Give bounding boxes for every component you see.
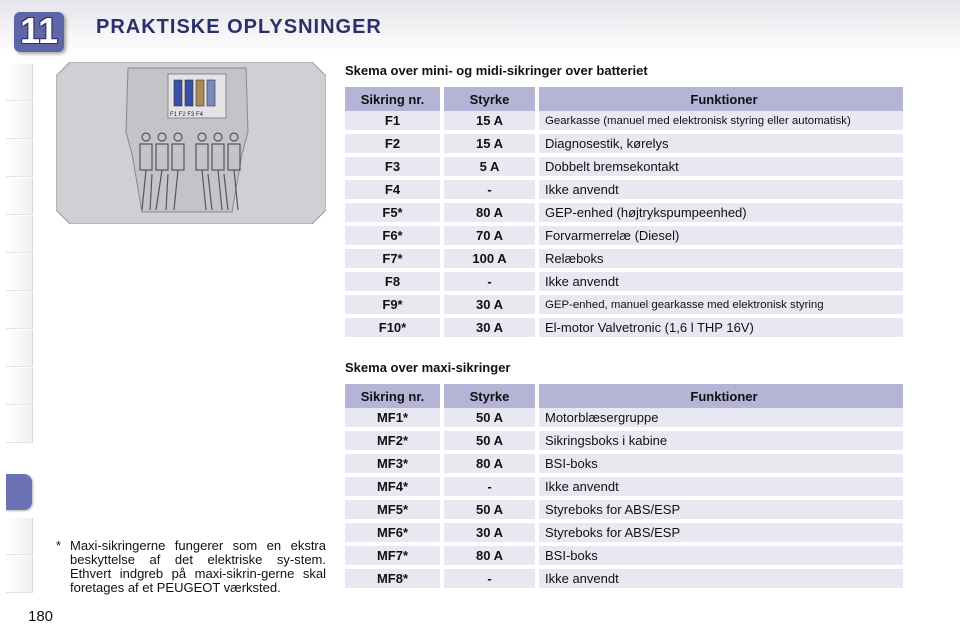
- fuse-rating: 30 A: [444, 318, 535, 337]
- footnote: [56, 539, 326, 595]
- maxi-fuse-table: [345, 384, 903, 592]
- fuse-rating: 30 A: [444, 523, 535, 542]
- page-header: [0, 0, 960, 58]
- chapter-tab[interactable]: [6, 292, 33, 329]
- chapter-tab[interactable]: [6, 406, 33, 443]
- table-row: [345, 272, 903, 295]
- table-row: [345, 546, 903, 569]
- fuse-function: El-motor Valvetronic (1,6 l THP 16V): [539, 318, 903, 337]
- fuse-number: F3: [345, 157, 440, 176]
- chapter-tab[interactable]: [6, 556, 33, 593]
- table-row: [345, 523, 903, 546]
- column-header: Sikring nr.: [345, 87, 440, 111]
- table-row: [345, 134, 903, 157]
- fuse-number: MF2*: [345, 431, 440, 450]
- table-row: [345, 454, 903, 477]
- fuse-number: MF4*: [345, 477, 440, 496]
- fuse-rating: 30 A: [444, 295, 535, 314]
- chapter-tab-active[interactable]: [6, 474, 32, 510]
- chapter-tab[interactable]: [6, 368, 33, 405]
- chapter-tab[interactable]: [6, 64, 33, 101]
- fuse-rating: -: [444, 272, 535, 291]
- fuse-number: F4: [345, 180, 440, 199]
- chapter-number: 11: [19, 10, 59, 51]
- table-row: [345, 249, 903, 272]
- chapter-tab[interactable]: [6, 330, 33, 367]
- fuse-number: F7*: [345, 249, 440, 268]
- mini-fuse: [207, 80, 215, 106]
- fuse-rating: 5 A: [444, 157, 535, 176]
- page-title: PRAKTISKE OPLYSNINGER: [96, 16, 382, 38]
- footnote-text: Maxi-sikringerne fungerer som en ekstra beskyttelse af det elektriske sy-stem. Ethvert indgreb på maxi-sikrin-gerne skal foretages af et PEUGEOT værksted.: [70, 538, 326, 595]
- fuse-function: Ikke anvendt: [539, 180, 903, 199]
- fuse-function: Ikke anvendt: [539, 569, 903, 588]
- fuse-rating: 80 A: [444, 546, 535, 565]
- fuse-function: Motorblæsergruppe: [539, 408, 903, 427]
- fuse-rating: 100 A: [444, 249, 535, 268]
- fuse-function: Styreboks for ABS/ESP: [539, 523, 903, 542]
- table-row: [345, 500, 903, 523]
- chapter-tabs: [0, 60, 36, 580]
- fuse-number: F8: [345, 272, 440, 291]
- column-header: Sikring nr.: [345, 384, 440, 408]
- fuse-function: Gearkasse (manuel med elektronisk styring eller automatisk): [539, 111, 903, 130]
- fuse-number: MF5*: [345, 500, 440, 519]
- table-row: [345, 431, 903, 454]
- table-row: [345, 111, 903, 134]
- fuse-labels: F1 F2 F3 F4: [170, 112, 204, 118]
- table-row: [345, 318, 903, 341]
- fuse-number: MF6*: [345, 523, 440, 542]
- fuse-rating: 15 A: [444, 111, 535, 130]
- fuse-rating: 70 A: [444, 226, 535, 245]
- fuse-number: MF3*: [345, 454, 440, 473]
- table-row: [345, 408, 903, 431]
- mini-fuse: [185, 80, 193, 106]
- page-number: 180: [28, 608, 54, 625]
- fuse-number: MF8*: [345, 569, 440, 588]
- table-row: [345, 295, 903, 318]
- fuse-function: Styreboks for ABS/ESP: [539, 500, 903, 519]
- table-row: [345, 157, 903, 180]
- fuse-number: F10*: [345, 318, 440, 337]
- table-header-row: [345, 87, 903, 111]
- column-header: Funktioner: [539, 87, 903, 111]
- fuse-number: F5*: [345, 203, 440, 222]
- table-row: [345, 180, 903, 203]
- fuse-number: MF1*: [345, 408, 440, 427]
- mini-fuse: [196, 80, 204, 106]
- chapter-tab[interactable]: [6, 178, 33, 215]
- fuse-function: Sikringsboks i kabine: [539, 431, 903, 450]
- table-header-row: [345, 384, 903, 408]
- chapter-tab[interactable]: [6, 216, 33, 253]
- fuse-function: GEP-enhed, manuel gearkasse med elektronisk styring: [539, 295, 903, 314]
- fuse-rating: -: [444, 477, 535, 496]
- fuse-function: Relæboks: [539, 249, 903, 268]
- fuse-number: F1: [345, 111, 440, 130]
- column-header: Styrke: [444, 87, 535, 111]
- table-row: [345, 477, 903, 500]
- table-row: [345, 226, 903, 249]
- fuse-rating: 15 A: [444, 134, 535, 153]
- fuse-rating: 50 A: [444, 431, 535, 450]
- chapter-tab[interactable]: [6, 518, 33, 555]
- fuse-box-illustration: [56, 62, 326, 224]
- chapter-tab[interactable]: [6, 102, 33, 139]
- footnote-marker: *: [56, 538, 62, 553]
- fuse-function: BSI-boks: [539, 454, 903, 473]
- table-row: [345, 569, 903, 592]
- fuse-number: MF7*: [345, 546, 440, 565]
- fuse-rating: -: [444, 180, 535, 199]
- mini-fuse-section-title: Skema over mini- og midi-sikringer over batteriet: [345, 63, 648, 78]
- chapter-tab[interactable]: [6, 254, 33, 291]
- fuse-function: Dobbelt bremsekontakt: [539, 157, 903, 176]
- fuse-rating: -: [444, 569, 535, 588]
- column-header: Styrke: [444, 384, 535, 408]
- fuse-function: GEP-enhed (højtrykspumpeenhed): [539, 203, 903, 222]
- fuse-number: F2: [345, 134, 440, 153]
- fuse-rating: 80 A: [444, 454, 535, 473]
- fuse-rating: 50 A: [444, 500, 535, 519]
- table-row: [345, 203, 903, 226]
- fuse-rating: 80 A: [444, 203, 535, 222]
- mini-fuse: [174, 80, 182, 106]
- fuse-function: Ikke anvendt: [539, 477, 903, 496]
- chapter-tab[interactable]: [6, 140, 33, 177]
- column-header: Funktioner: [539, 384, 903, 408]
- fuse-function: Ikke anvendt: [539, 272, 903, 291]
- fuse-rating: 50 A: [444, 408, 535, 427]
- maxi-fuse-section-title: Skema over maxi-sikringer: [345, 360, 511, 375]
- fuse-function: Forvarmerrelæ (Diesel): [539, 226, 903, 245]
- fuse-function: Diagnosestik, kørelys: [539, 134, 903, 153]
- mini-fuse-table: [345, 87, 903, 341]
- fuse-number: F9*: [345, 295, 440, 314]
- fuse-function: BSI-boks: [539, 546, 903, 565]
- fuse-number: F6*: [345, 226, 440, 245]
